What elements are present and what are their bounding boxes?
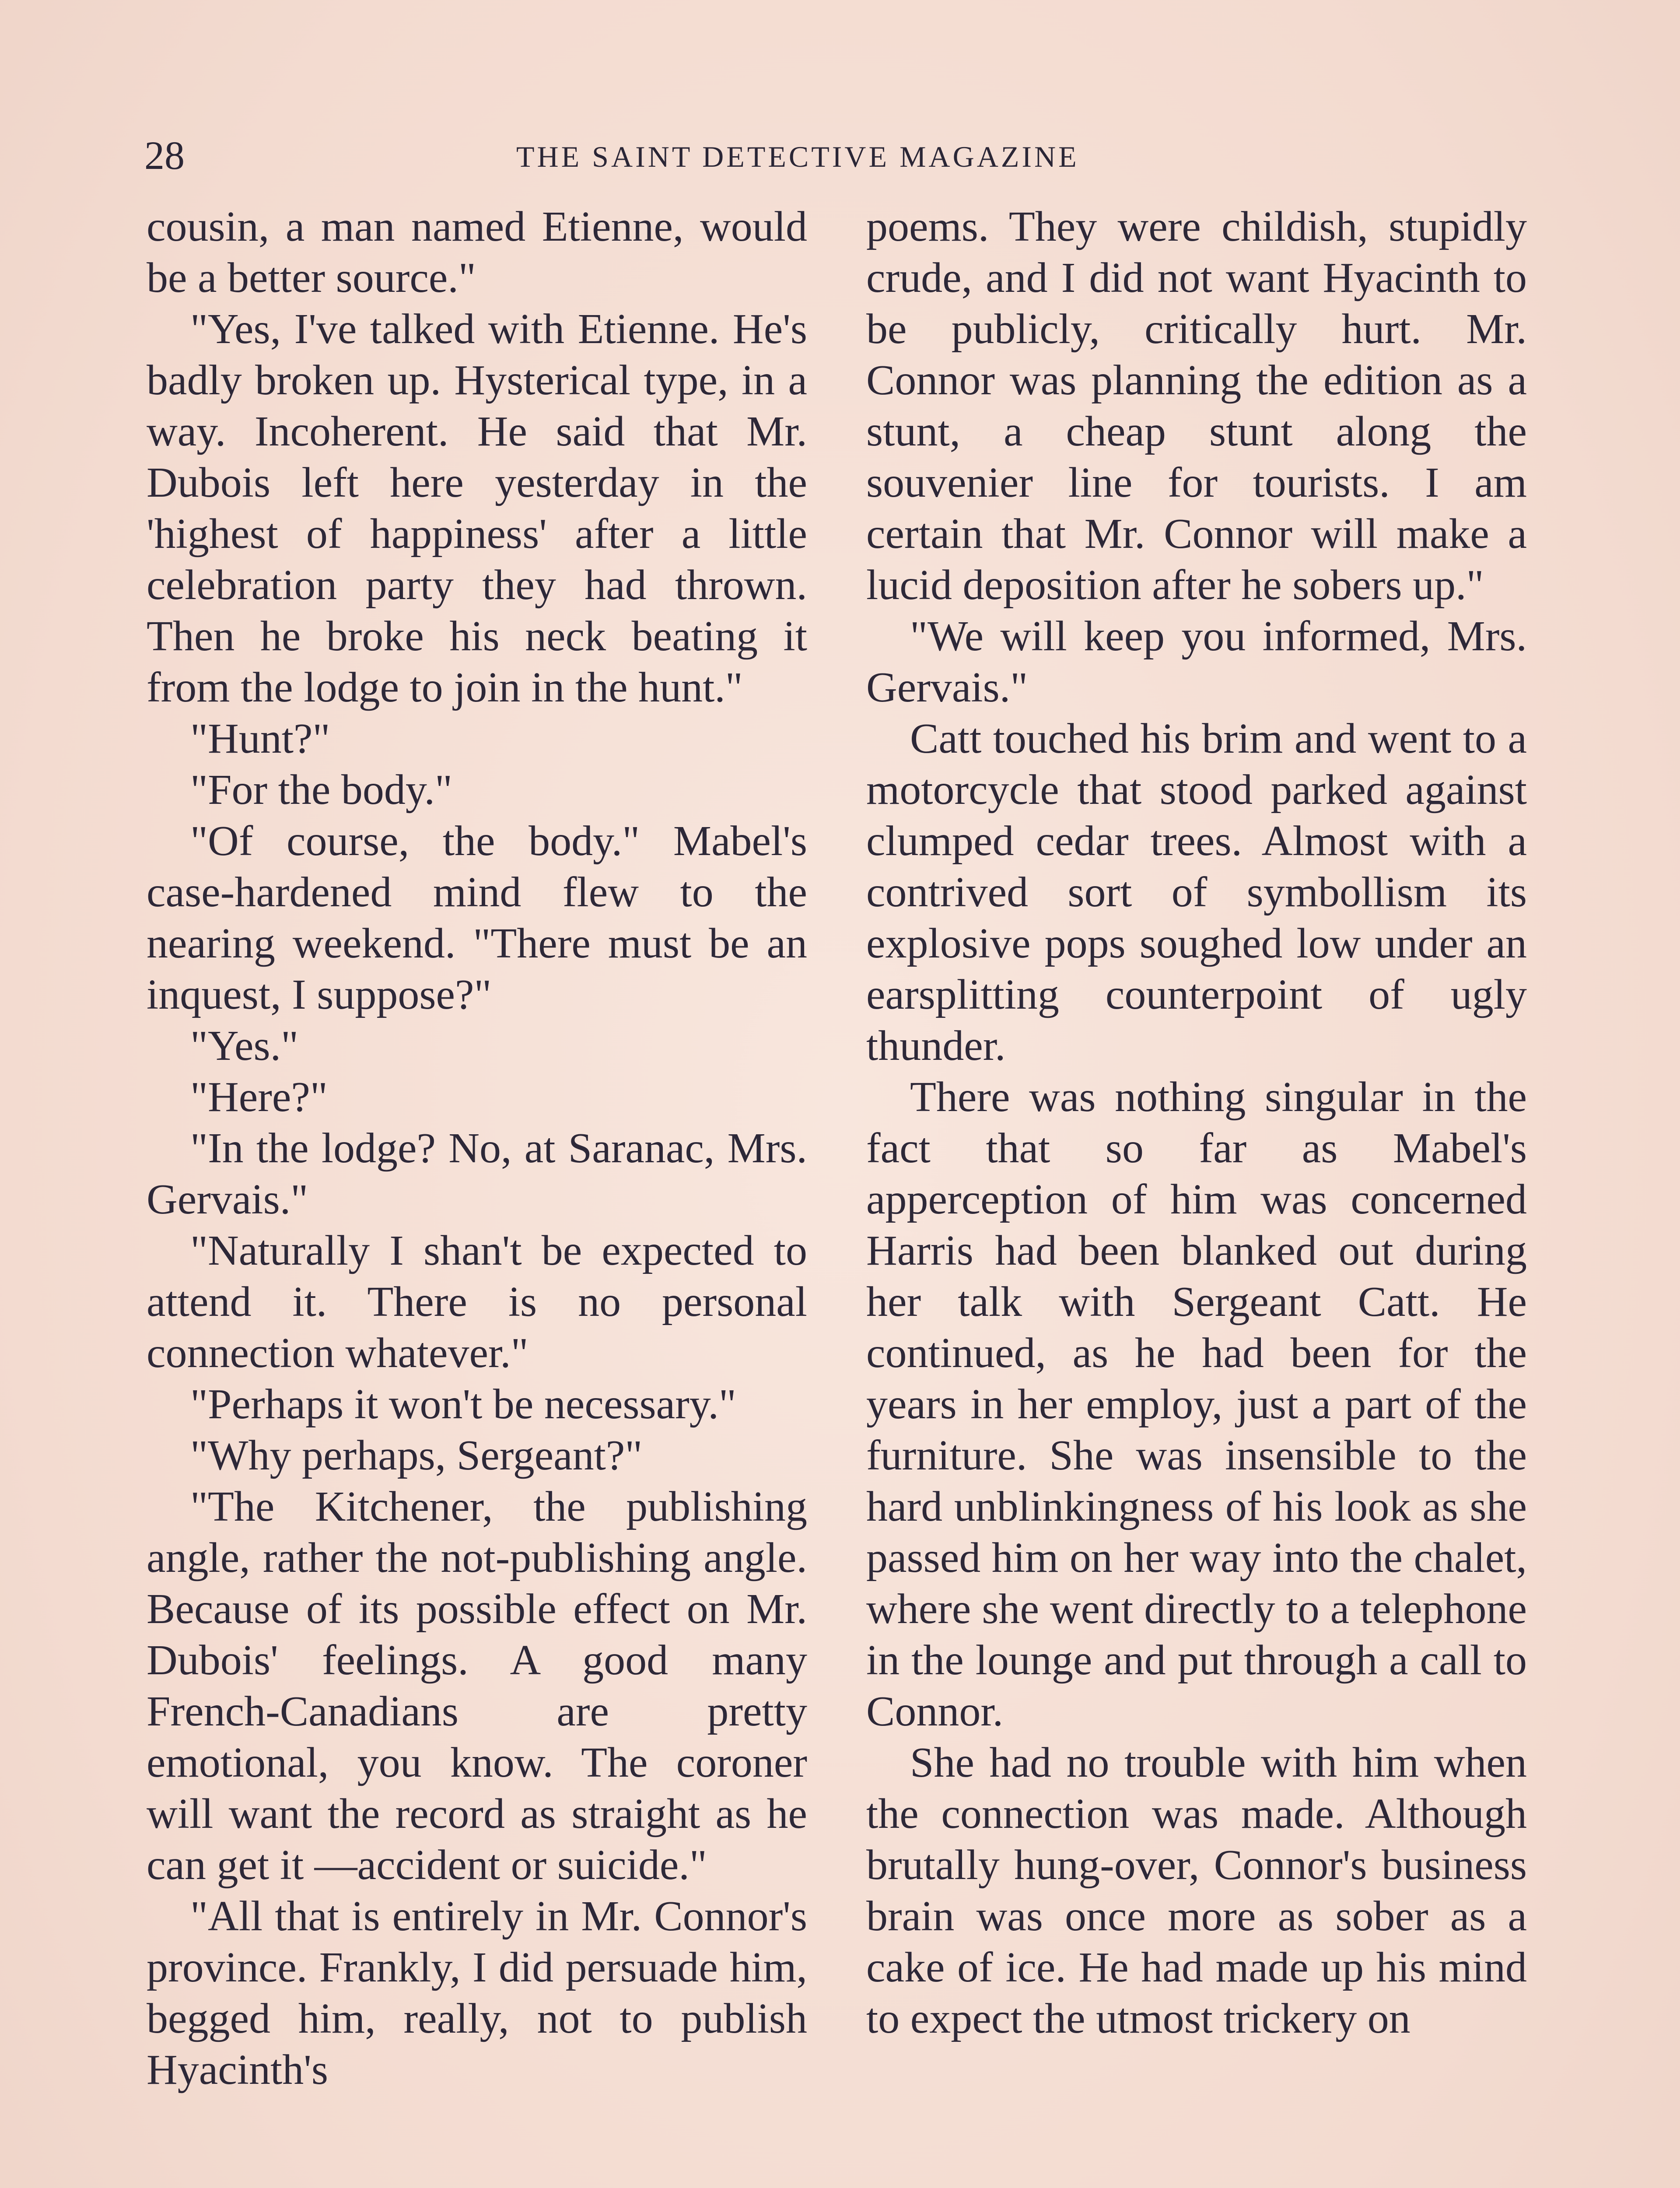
paragraph: "Here?" [190, 1073, 328, 1121]
paragraph: "Yes, I've talked with Etienne. He's badly broken up. Hysterical type, in a way. Incoherent. He said that Mr. Dubois left here yesterday in the 'highest of happiness' after a little celebration party they had thrown. Then he broke his neck beating it from the lodge to join in the hunt." [147, 305, 807, 711]
page-number: 28 [144, 133, 185, 178]
paragraph: Catt touched his brim and went to a motorcycle that stood parked against clumped cedar trees. Almost with a contrived sort of symbollism its explosive pops soughed low under an earsplitting counterpoint of ugly thunder. [866, 715, 1527, 1069]
paragraph: "Hunt?" [190, 715, 330, 762]
paragraph: "All that is entirely in Mr. Connor's province. Frankly, I did persuade him, begged him, really, not to publish Hyacinth's [147, 1893, 807, 2093]
paragraph: There was nothing singular in the fact that so far as Mabel's apperception of him was concerned Harris had been blanked out during her talk with Sergeant Catt. He continued, as he had been for the years in her employ, just a part of the furniture. She was insensible to the hard unblinkingness of his look as she passed him on her way into the chalet, where she went directly to a telephone in the lounge and put through a call to Connor. [866, 1073, 1527, 1735]
paragraph: She had no trouble with him when the connection was made. Although brutally hung-over, Connor's business brain was once more as sober as a cake of ice. He had made up his mind to expect the utmost trickery on [866, 1739, 1527, 2042]
paragraph: "The Kitchener, the publishing angle, rather the not-publishing angle. Because of its possible effect on Mr. Dubois' feelings. A good many French-Canadians are pretty emotional, you know. The coroner will want the record as straight as he can get it —accident or suicide." [147, 1483, 807, 1889]
paragraph: "In the lodge? No, at Saranac, Mrs. Gervais." [147, 1125, 807, 1223]
paragraph: "Perhaps it won't be necessary." [190, 1381, 736, 1428]
paragraph: cousin, a man named Etienne, would be a better source." [147, 203, 807, 302]
page-header [144, 131, 1194, 179]
paragraph: "We will keep you informed, Mrs. Gervais." [866, 613, 1527, 711]
paragraph: "Yes." [190, 1022, 299, 1069]
paragraph: "Naturally I shan't be expected to attend it. There is no personal connection whatever." [147, 1227, 807, 1377]
paragraph: "Why perhaps, Sergeant?" [190, 1432, 643, 1479]
left-text-column [147, 201, 807, 2188]
right-text-column [866, 201, 1527, 2188]
paragraph: poems. They were childish, stupidly crude, and I did not want Hyacinth to be publicly, critically hurt. Mr. Connor was planning the edition as a stunt, a cheap stunt along the souvenier line for tourists. I am certain that Mr. Connor will make a lucid deposition after he sobers up." [866, 203, 1527, 609]
running-title: THE SAINT DETECTIVE MAGAZINE [516, 140, 1079, 173]
paragraph: "Of course, the body." Mabel's case-hardened mind flew to the nearing weekend. "There must be an inquest, I suppose?" [147, 817, 807, 1018]
paragraph: "For the body." [190, 766, 453, 813]
